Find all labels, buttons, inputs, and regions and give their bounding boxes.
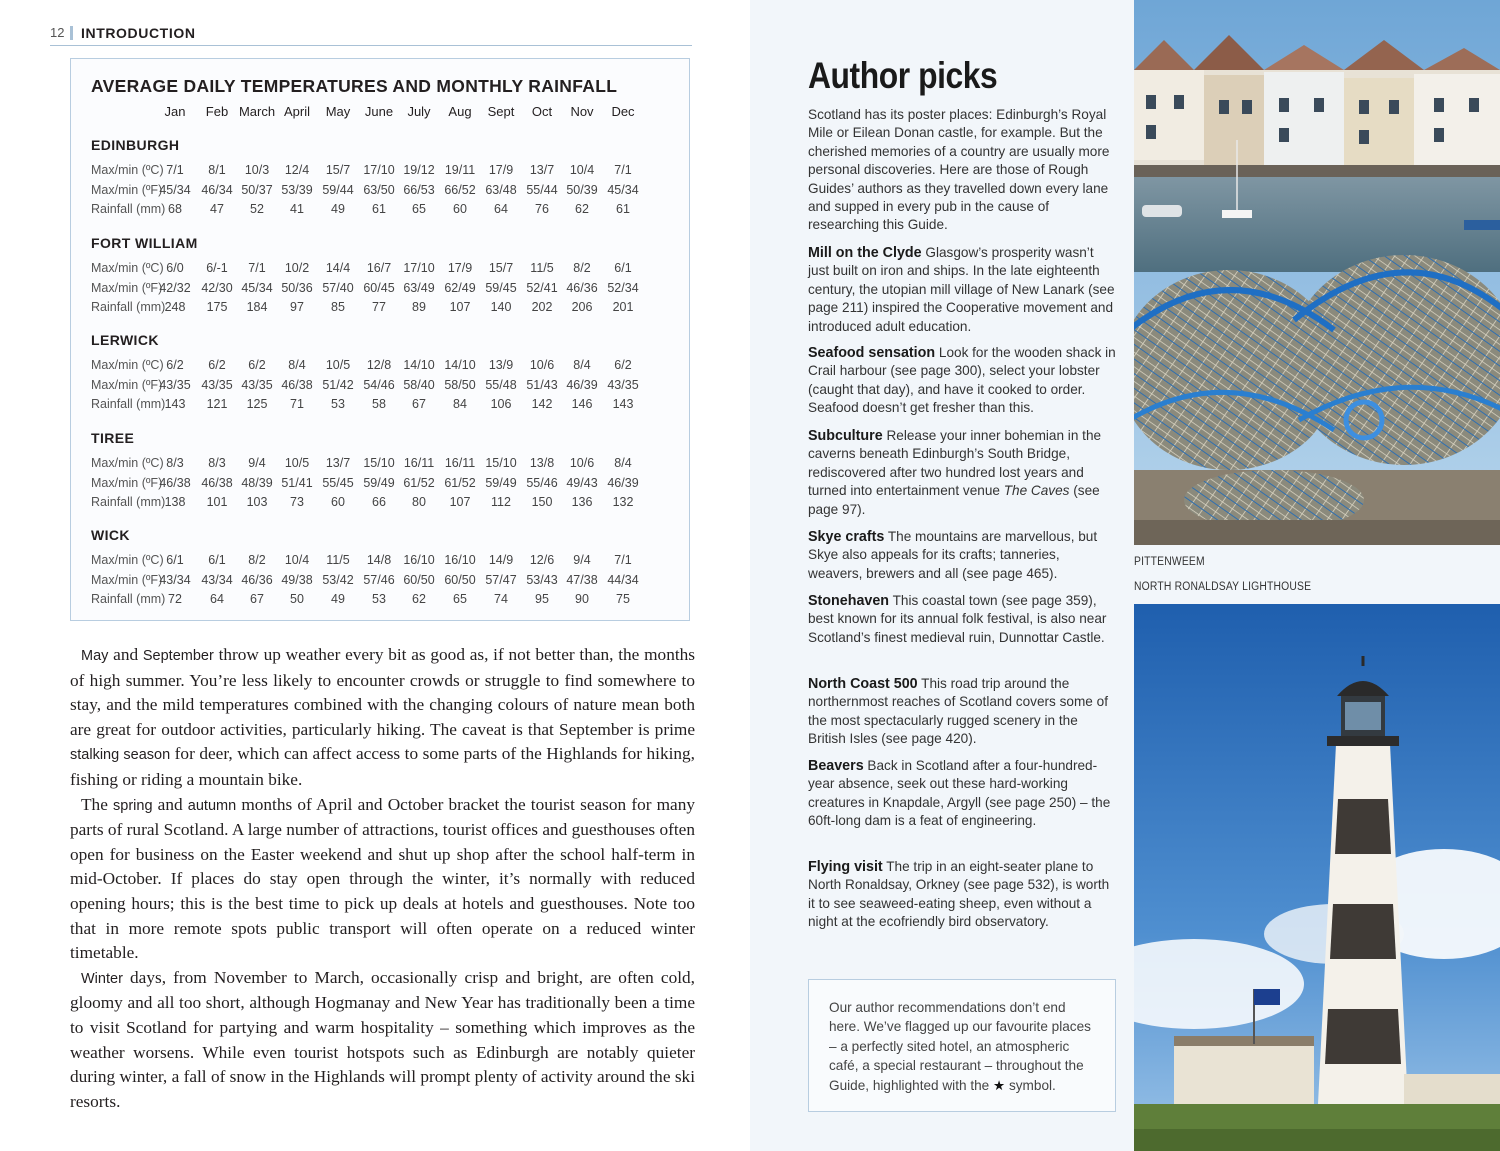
data-row: [71, 592, 691, 610]
harbour-lobster-creels-photo: [1134, 0, 1500, 545]
row-label: Max/min (ºC): [91, 456, 164, 470]
data-row: [71, 553, 691, 571]
table-cell: 8/4: [614, 456, 632, 470]
table-cell: 42/30: [201, 280, 233, 295]
table-cell: 17/9: [488, 163, 514, 177]
table-cell: 90: [575, 592, 589, 606]
table-cell: 6/2: [208, 358, 226, 372]
table-cell: 6/-1: [206, 261, 228, 275]
table-cell: 112: [491, 495, 511, 509]
row-label: Max/min (ºC): [91, 261, 164, 275]
table-cell: 17/9: [447, 261, 473, 275]
table-cell: 65: [453, 592, 467, 606]
striped-lighthouse-photo: [1134, 604, 1500, 1151]
table-cell: 8/4: [573, 358, 591, 372]
author-pick-text: This coastal town (see page 359), best known for its annual folk festival, is also near Scotland’s finest medieval ruin, Dunnottar Castle.: [808, 593, 1107, 645]
table-cell: 65: [412, 202, 426, 216]
author-pick-item: [808, 757, 1116, 831]
table-cell: 103: [246, 495, 268, 509]
table-cell: 51/41: [281, 475, 313, 490]
table-cell: 57/40: [322, 280, 354, 295]
table-cell: 49: [331, 592, 345, 606]
section-title: INTRODUCTION: [81, 25, 196, 41]
table-cell: 46/39: [607, 475, 639, 490]
table-cell: 51/43: [526, 377, 558, 392]
month-header: Aug: [448, 104, 472, 119]
row-label: Rainfall (mm): [91, 202, 166, 216]
table-cell: 8/2: [248, 553, 266, 567]
author-pick-heading: Mill on the Clyde: [808, 245, 922, 261]
running-head: [50, 25, 692, 46]
month-header: April: [283, 104, 310, 119]
table-cell: 175: [206, 300, 228, 314]
table-cell: 73: [290, 495, 304, 509]
right-page: [750, 0, 1500, 1151]
table-cell: 45/34: [241, 280, 273, 295]
table-cell: 58/50: [444, 377, 476, 392]
city-name: EDINBURGH: [91, 137, 180, 153]
author-pick-heading: Flying visit: [808, 859, 883, 875]
table-cell: 55/46: [526, 475, 558, 490]
table-cell: 43/35: [201, 377, 233, 392]
table-cell: 17/10: [403, 261, 435, 275]
table-cell: 8/1: [208, 163, 226, 177]
table-cell: 57/47: [485, 572, 517, 587]
row-label: Max/min (ºF): [91, 475, 163, 490]
author-pick-text: The trip in an eight-seater plane to North Ronaldsay, Orkney (see page 532), is worth it to see seaweed-eating sheep, even without a night at the ecofriendly bird observatory.: [808, 859, 1110, 930]
table-cell: 9/4: [573, 553, 591, 567]
table-cell: 8/3: [208, 456, 226, 470]
text-run: and: [108, 645, 143, 664]
table-cell: 142: [531, 397, 553, 411]
table-cell: 9/4: [248, 456, 266, 470]
table-cell: 14/10: [444, 358, 476, 372]
table-cell: 84: [453, 397, 467, 411]
row-label: Max/min (ºC): [91, 358, 164, 372]
table-cell: 11/5: [530, 261, 554, 275]
paragraph-winter: [70, 966, 695, 1115]
table-cell: 8/4: [288, 358, 306, 372]
table-cell: 10/5: [325, 358, 351, 372]
table-cell: 50/36: [281, 280, 313, 295]
author-picks-title: Author picks: [808, 55, 998, 96]
table-cell: 50/37: [241, 182, 273, 197]
table-cell: 101: [206, 495, 228, 509]
table-cell: 14/8: [366, 553, 392, 567]
table-cell: 61: [372, 202, 386, 216]
table-cell: 71: [290, 397, 304, 411]
paragraph-spring-autumn: [70, 793, 695, 966]
city-name: TIREE: [91, 430, 135, 446]
table-cell: 43/34: [201, 572, 233, 587]
row-label: Rainfall (mm): [91, 592, 166, 606]
table-cell: 64: [494, 202, 508, 216]
table-cell: 140: [490, 300, 512, 314]
table-cell: 76: [535, 202, 549, 216]
data-row: [71, 573, 691, 591]
table-cell: 15/7: [488, 261, 514, 275]
table-cell: 202: [531, 300, 553, 314]
row-label: Rainfall (mm): [91, 495, 166, 509]
table-cell: 60/50: [444, 572, 476, 587]
table-cell: 59/45: [485, 280, 517, 295]
table-cell: 107: [449, 495, 471, 509]
author-pick-item: [808, 592, 1116, 647]
author-pick-heading: Seafood sensation: [808, 345, 936, 361]
text-run: months of April and October bracket the tourist season for many parts of rural Scotland. A large number of attractions, tourist offices and guesthouses often open for business on the Easter weekend and shut up shop after the school half-term in mid-October. If places do stay open through the winter, it’s normally with reduced opening hours; this is the best time to pick up deals at hotels and guesthouses. Note too that in more remote spots public transport will often operate on a reduced winter timetable.: [70, 794, 696, 963]
table-cell: 60: [453, 202, 467, 216]
paragraph-may-september: [70, 643, 695, 793]
month-header: Jan: [164, 104, 186, 119]
table-cell: 10/2: [284, 261, 310, 275]
table-cell: 63/48: [485, 182, 517, 197]
table-cell: 55/48: [485, 377, 517, 392]
row-label: Max/min (ºC): [91, 553, 164, 567]
table-cell: 49/43: [566, 475, 598, 490]
table-cell: 45/34: [607, 182, 639, 197]
table-cell: 10/6: [529, 358, 555, 372]
city-name: WICK: [91, 527, 130, 543]
author-pick-item: [808, 858, 1116, 932]
author-pick-item: [808, 427, 1116, 519]
table-cell: 12/4: [284, 163, 310, 177]
table-cell: 54/46: [363, 377, 395, 392]
table-cell: 66/52: [444, 182, 476, 197]
table-cell: 16/10: [403, 553, 435, 567]
table-cell: 12/8: [366, 358, 392, 372]
table-cell: 61/52: [403, 475, 435, 490]
table-cell: 44/34: [607, 572, 639, 587]
table-cell: 19/11: [444, 163, 476, 177]
table-title: AVERAGE DAILY TEMPERATURES AND MONTHLY RAINFALL: [91, 76, 618, 96]
table-cell: 46/39: [566, 377, 598, 392]
author-pick-heading: North Coast 500: [808, 676, 918, 692]
photo1-caption: PITTENWEEM: [1134, 556, 1205, 568]
keyword-spring: spring: [113, 797, 153, 814]
table-cell: 14/9: [488, 553, 514, 567]
table-cell: 43/35: [241, 377, 273, 392]
author-pick-item: [808, 675, 1116, 749]
table-cell: 61: [616, 202, 630, 216]
author-pick-text: Glasgow’s prosperity wasn’t just built on iron and ships. In the late eighteenth century, the utopian mill village of New Lanark (see page 211) inspired the Cooperative movement and introduced adult education.: [808, 245, 1115, 334]
table-cell: 59/44: [322, 182, 354, 197]
table-cell: 6/1: [166, 553, 184, 567]
data-row: [71, 378, 691, 396]
table-cell: 57/46: [363, 572, 395, 587]
table-cell: 46/38: [281, 377, 313, 392]
table-cell: 16/11: [444, 456, 476, 470]
row-label: Max/min (ºF): [91, 182, 163, 197]
table-cell: 60/50: [403, 572, 435, 587]
table-cell: 15/10: [485, 456, 517, 470]
table-cell: 206: [571, 300, 593, 314]
table-cell: 95: [535, 592, 549, 606]
table-cell: 50/39: [566, 182, 598, 197]
table-cell: 150: [531, 495, 553, 509]
table-cell: 67: [412, 397, 426, 411]
table-cell: 46/38: [159, 475, 191, 490]
table-cell: 46/38: [201, 475, 233, 490]
keyword-september: September: [142, 648, 214, 664]
temperature-table-box: [70, 58, 690, 621]
callout-text: Our author recommendations don’t end here. We’ve flagged up our favourite places – a perfectly sited hotel, an atmospheric café, a special restaurant – throughout the Guide, highlighted with the: [829, 1000, 1091, 1093]
table-cell: 62: [575, 202, 589, 216]
table-cell: 50: [290, 592, 304, 606]
callout-text-end: symbol.: [1005, 1077, 1056, 1093]
table-cell: 16/10: [444, 553, 476, 567]
table-cell: 55/45: [322, 475, 354, 490]
table-cell: 125: [246, 397, 268, 411]
row-label: Max/min (ºF): [91, 377, 163, 392]
data-row: [71, 397, 691, 415]
month-header: Dec: [611, 104, 635, 119]
table-cell: 106: [490, 397, 512, 411]
table-cell: 43/35: [607, 377, 639, 392]
table-cell: 6/2: [614, 358, 632, 372]
table-cell: 43/34: [159, 572, 191, 587]
table-cell: 77: [372, 300, 386, 314]
table-cell: 13/9: [488, 358, 514, 372]
table-cell: 52/34: [607, 280, 639, 295]
table-cell: 10/6: [569, 456, 595, 470]
table-cell: 62/49: [444, 280, 476, 295]
table-cell: 7/1: [166, 163, 184, 177]
table-cell: 146: [571, 397, 593, 411]
author-pick-heading: Beavers: [808, 758, 864, 774]
table-cell: 121: [206, 397, 228, 411]
table-cell: 6/0: [166, 261, 184, 275]
author-pick-text: Release your inner bohemian in the caverns beneath Edinburgh’s South Bridge, rediscovered after two hundred lost years and turned into entertainment venue: [808, 428, 1102, 499]
row-label: Max/min (ºF): [91, 280, 163, 295]
table-cell: 46/36: [241, 572, 273, 587]
text-run: The: [81, 794, 114, 814]
running-head-bar: [70, 26, 73, 40]
table-cell: 6/2: [166, 358, 184, 372]
row-label: Max/min (ºC): [91, 163, 164, 177]
author-pick-item: [808, 344, 1116, 418]
table-cell: 53/43: [526, 572, 558, 587]
table-cell: 10/5: [284, 456, 310, 470]
table-cell: 15/7: [325, 163, 351, 177]
table-cell: 7/1: [614, 163, 632, 177]
table-cell: 66: [372, 495, 386, 509]
row-label: Rainfall (mm): [91, 300, 166, 314]
author-pick-heading: Subculture: [808, 428, 883, 444]
table-cell: 136: [571, 495, 593, 509]
month-header: Sept: [487, 104, 515, 119]
data-row: [71, 202, 691, 220]
table-cell: 74: [494, 592, 508, 606]
table-cell: 43/35: [159, 377, 191, 392]
table-cell: 47/38: [566, 572, 598, 587]
data-row: [71, 495, 691, 513]
table-cell: 13/8: [529, 456, 555, 470]
star-icon: ★: [993, 1077, 1006, 1093]
author-pick-item: [808, 528, 1116, 583]
text-run: and: [152, 794, 188, 814]
month-header: Oct: [531, 104, 553, 119]
data-row: [71, 163, 691, 181]
table-cell: 66/53: [403, 182, 435, 197]
table-cell: 11/5: [326, 553, 350, 567]
table-cell: 6/2: [248, 358, 266, 372]
data-row: [71, 261, 691, 279]
table-cell: 14/4: [325, 261, 351, 275]
table-cell: 68: [168, 202, 182, 216]
keyword-stalking-season: stalking season: [70, 747, 171, 764]
table-cell: 13/7: [325, 456, 351, 470]
table-cell: 58: [372, 397, 386, 411]
table-cell: 53/39: [281, 182, 313, 197]
table-cell: 80: [412, 495, 426, 509]
city-name: LERWICK: [91, 332, 159, 348]
table-cell: 49/38: [281, 572, 313, 587]
keyword-winter: Winter: [81, 970, 123, 987]
page-number: 12: [50, 25, 65, 40]
table-cell: 14/10: [403, 358, 435, 372]
recommendation-callout: [808, 979, 1116, 1112]
author-pick-text: The mountains are marvellous, but Skye also appeals for its crafts; tanneries, weavers, brewers and all (see page 465).: [808, 529, 1098, 581]
table-cell: 10/4: [284, 553, 310, 567]
table-cell: 60: [331, 495, 345, 509]
table-cell: 85: [331, 300, 345, 314]
table-cell: 63/50: [363, 182, 395, 197]
table-cell: 10/3: [244, 163, 270, 177]
table-cell: 46/36: [566, 280, 598, 295]
month-header: Nov: [570, 104, 594, 119]
table-cell: 184: [246, 300, 268, 314]
table-cell: 52/41: [526, 280, 558, 295]
data-row: [71, 281, 691, 299]
table-cell: 42/32: [159, 280, 191, 295]
table-cell: 143: [612, 397, 634, 411]
table-cell: 53/42: [322, 572, 354, 587]
author-pick-text: Back in Scotland after a four-hundred-year absence, seek out these hard-working creatures in Knapdale, Argyll (see page 250) – the 60ft-long dam is a feat of engineering.: [808, 758, 1111, 829]
month-header: June: [364, 104, 394, 119]
table-cell: 46/34: [201, 182, 233, 197]
row-label: Rainfall (mm): [91, 397, 166, 411]
text-run: for deer, which can affect access to some parts of the Highlands for hiking, fishing or riding a mountain bike.: [70, 744, 695, 789]
table-cell: 61/52: [444, 475, 476, 490]
table-cell: 107: [449, 300, 471, 314]
table-cell: 59/49: [485, 475, 517, 490]
author-pick-text-end: (see page 97).: [808, 483, 1100, 517]
table-cell: 58/40: [403, 377, 435, 392]
table-cell: 53: [372, 592, 386, 606]
author-picks-intro: Scotland has its poster places: Edinburgh’s Royal Mile or Eilean Donan castle, for example. But the cherished memories of a country are usually more personal discoveries. Here are those of Rough Guides’ authors as they travelled down every lane and supped in every pub in the cause of researching this Guide.: [808, 107, 1110, 233]
table-cell: 62: [412, 592, 426, 606]
table-cell: 45/34: [159, 182, 191, 197]
author-pick-item: [808, 244, 1116, 336]
data-row: [71, 358, 691, 376]
table-cell: 16/11: [403, 456, 435, 470]
table-cell: 138: [164, 495, 186, 509]
month-header: May: [325, 104, 351, 119]
row-label: Max/min (ºF): [91, 572, 163, 587]
data-row: [71, 300, 691, 318]
month-header: Feb: [205, 104, 229, 119]
keyword-may: May: [81, 648, 109, 664]
table-cell: 59/49: [363, 475, 395, 490]
table-cell: 60/45: [363, 280, 395, 295]
table-cell: 201: [612, 300, 634, 314]
table-cell: 7/1: [248, 261, 266, 275]
data-row: [71, 456, 691, 474]
table-cell: 10/4: [569, 163, 595, 177]
table-cell: 47: [210, 202, 224, 216]
author-pick-heading: Skye crafts: [808, 529, 885, 545]
body-text: [70, 643, 695, 1114]
author-pick-heading: Stonehaven: [808, 593, 890, 609]
table-cell: 41: [290, 202, 304, 216]
table-cell: 143: [164, 397, 186, 411]
table-cell: 15/10: [363, 456, 395, 470]
table-cell: 63/49: [403, 280, 435, 295]
table-cell: 17/10: [363, 163, 395, 177]
table-cell: 49: [331, 202, 345, 216]
table-cell: 97: [290, 300, 304, 314]
month-header: March: [238, 104, 276, 119]
table-cell: 19/12: [403, 163, 435, 177]
table-cell: 6/1: [208, 553, 226, 567]
author-pick-text: This road trip around the northernmost reaches of Scotland covers some of the most spectacularly rugged scenery in the British Isles (see page 420).: [808, 676, 1108, 747]
month-header: July: [407, 104, 431, 119]
table-cell: 53: [331, 397, 345, 411]
data-row: [71, 476, 691, 494]
table-cell: 248: [164, 300, 186, 314]
table-cell: 8/2: [573, 261, 591, 275]
table-cell: 51/42: [322, 377, 354, 392]
table-cell: 89: [412, 300, 426, 314]
text-run: days, from November to March, occasionally crisp and bright, are often cold, gloomy and all too short, although Hogmanay and New Year has traditionally been a time to visit Scotland for partying and warm hospitality – something which improves as the weather worsens. While even tourist hotspots such as Edinburgh are notably quieter during winter, a fall of snow in the Highlands will prompt plenty of activity around the ski resorts.: [70, 967, 695, 1111]
venue-name: The Caves: [1003, 483, 1070, 499]
table-cell: 55/44: [526, 182, 558, 197]
photo2-caption: NORTH RONALDSAY LIGHTHOUSE: [1134, 581, 1312, 593]
table-cell: 132: [612, 495, 634, 509]
table-cell: 6/1: [614, 261, 632, 275]
month-header-row: [71, 104, 691, 122]
table-cell: 64: [210, 592, 224, 606]
table-cell: 52: [250, 202, 264, 216]
city-name: FORT WILLIAM: [91, 235, 198, 251]
data-row: [71, 183, 691, 201]
table-cell: 13/7: [529, 163, 555, 177]
table-cell: 72: [168, 592, 182, 606]
table-cell: 8/3: [166, 456, 184, 470]
table-cell: 75: [616, 592, 630, 606]
table-cell: 67: [250, 592, 264, 606]
table-cell: 16/7: [366, 261, 392, 275]
table-cell: 48/39: [241, 475, 273, 490]
table-cell: 12/6: [529, 553, 555, 567]
text-run: throw up weather every bit as good as, if not better than, the months of high summer. You’re less likely to encounter crowds or struggle to find somewhere to stay, and the mild temperatures combined with the changing colours of nature mean both are great for outdoor activities, particularly hiking. The caveat is that September is prime: [70, 645, 695, 739]
table-cell: 7/1: [614, 553, 632, 567]
keyword-autumn: autumn: [187, 797, 237, 814]
author-pick-text: Look for the wooden shack in Crail harbour (see page 300), select your lobster (caught that day), and have it cooked to order. Seafood doesn’t get fresher than this.: [808, 345, 1116, 416]
